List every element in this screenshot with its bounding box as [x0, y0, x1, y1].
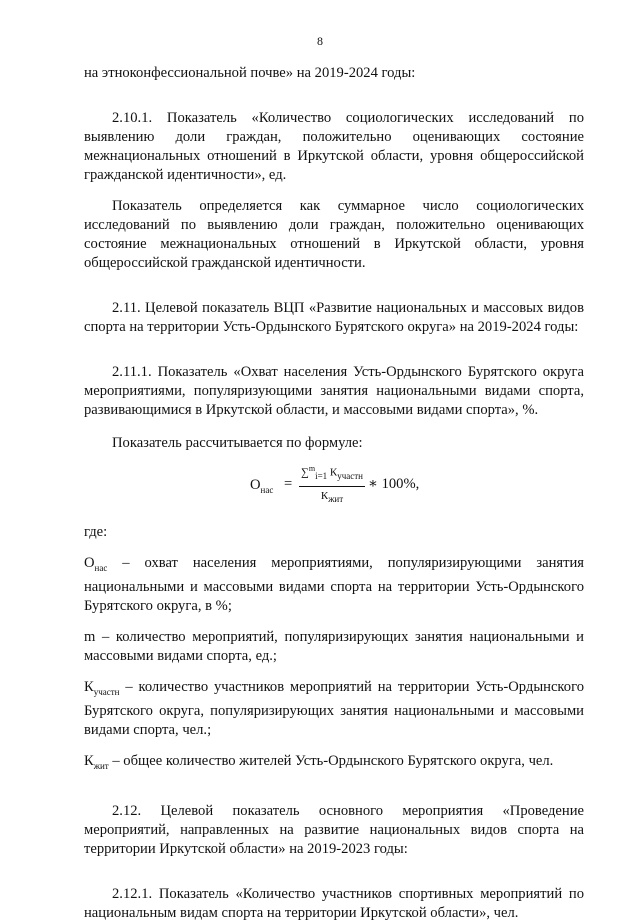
paragraph-2-12-1: 2.12.1. Показатель «Количество участников спортивных мероприятий по национальным видам спорта на территории Иркутской области», чел.	[84, 885, 584, 921]
symbol-k-uchastn: К	[84, 678, 94, 695]
paragraph-2-11-1: 2.11.1. Показатель «Охват населения Усть-Ордынского Бурятского округа мероприятиями, популяризующими занятия национальными видами спорта, развивающимися в Иркутской области, и массовыми видами спорта», %.	[84, 364, 584, 418]
symbol-k-zhit: К	[84, 752, 94, 769]
symbol-onas: О	[84, 555, 95, 571]
sum-lower: i=1	[315, 470, 328, 481]
sum-upper: m	[308, 464, 316, 473]
definition-m: m – количество мероприятий, популяризирующих занятия национальными и массовыми видами спорта, ед.;	[84, 628, 584, 664]
symbol-k-zhit-sub: жит	[93, 760, 109, 771]
formula-equals: =	[284, 476, 293, 492]
paragraph-2-12: 2.12. Целевой показатель основного мероприятия «Проведение мероприятий, направленных на развитие национальных видов спорта на территории Иркутской области» на 2019-2023 годы:	[84, 802, 584, 857]
definition-k-uchastn	[84, 678, 584, 740]
formula-rhs: ∗ 100%,	[368, 476, 420, 492]
definition-k-uchastn-text: – количество участников мероприятий на территории Усть-Ордынского Бурятского округа, популяризирующих занятия национальными и массовыми видами спорта, чел.;	[84, 678, 584, 738]
symbol-k-uchastn-sub: участн	[93, 686, 120, 697]
formula-fraction	[299, 461, 365, 507]
formula-lhs	[250, 476, 273, 500]
page-number: 8	[317, 34, 323, 48]
where-label: где:	[84, 524, 108, 540]
document-body	[84, 64, 584, 923]
formula-lhs-base: О	[250, 477, 261, 493]
formula-numerator	[299, 461, 365, 487]
definition-onas-text: – охват населения мероприятиями, популяризирующими занятия национальными и массовыми видами спорта на территории Усть-Ордынского Бурятского округа, в %;	[84, 555, 584, 614]
paragraph-2-10-1-definition: Показатель определяется как суммарное число социологических исследований по выявлению доли граждан, положительно оценивающих состояние межнациональных отношений в Иркутской области, уровня общероссийской гражданской идентичности.	[84, 198, 584, 271]
formula	[84, 461, 584, 509]
formula-intro: Показатель рассчитывается по формуле:	[112, 435, 363, 451]
denominator-k: К	[320, 489, 329, 502]
numerator-k-sub: участн	[337, 470, 363, 481]
sum-symbol: ∑	[300, 466, 309, 479]
formula-lhs-sub: нас	[260, 484, 274, 495]
symbol-onas-sub: нас	[94, 562, 108, 573]
definition-onas	[84, 554, 584, 616]
paragraph-2-11: 2.11. Целевой показатель ВЦП «Развитие национальных и массовых видов спорта на территории Усть-Ордынского Бурятского округа» на 2019-2024 годы:	[84, 300, 584, 335]
definition-k-zhit-text: – общее количество жителей Усть-Ордынского Бурятского округа, чел.	[108, 752, 554, 769]
denominator-k-sub: жит	[328, 494, 344, 505]
definition-k-zhit	[84, 752, 584, 776]
paragraph-continuation: на этноконфессиональной почве» на 2019-2024 годы:	[84, 65, 416, 81]
paragraph-2-10-1: 2.10.1. Показатель «Количество социологических исследований по выявлению доли граждан, положительно оценивающих состояние межнациональных отношений в Иркутской области, уровня общероссийской гражданской идентичности», ед.	[84, 110, 584, 183]
formula-denominator	[299, 487, 365, 507]
numerator-k: К	[329, 466, 338, 479]
